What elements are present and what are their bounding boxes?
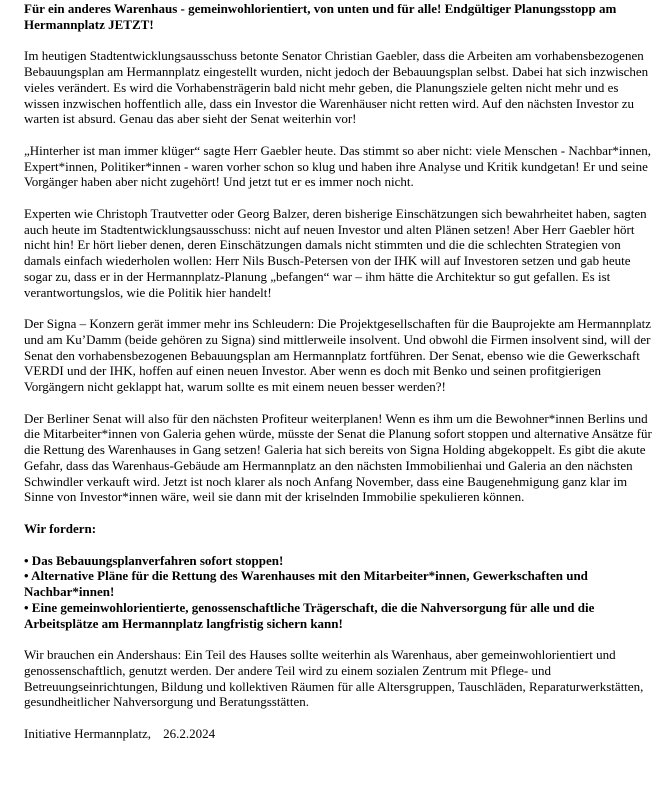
signature-date: 26.2.2024 (163, 726, 216, 742)
demands-list (24, 553, 656, 632)
demand-item: • Alternative Pläne für die Rettung des Warenhauses mit den Mitarbeiter*innen, Gewerkschaften und Nachbar*innen! (24, 568, 588, 600)
demand-item: • Das Bebauungsplanverfahren sofort stoppen! (24, 552, 284, 568)
press-release (24, 0, 656, 742)
document-title: Für ein anderes Warenhaus - gemeinwohlorientiert, von unten und für alle! Endgültiger Planungsstopp am Hermannplatz JETZT! (24, 1, 617, 32)
paragraph-2: „Hinterher ist man immer klüger“ sagte Herr Gaebler heute. Das stimmt so aber nicht: viele Menschen - Nachbar*innen, Expert*innen, Politiker*innen - waren vorher schon so klug und haben ihre Analyse und Kritik kundgetan! Er und seine Vorgänger haben aber nicht zugehört! Und jetzt tut er es immer noch nicht. (24, 142, 652, 190)
signature-author: Initiative Hermannplatz, (24, 726, 152, 742)
demands-heading: Wir fordern: (24, 520, 97, 536)
closing-paragraph: Wir brauchen ein Andershaus: Ein Teil des Hauses sollte weiterhin als Warenhaus, aber gemeinwohlorientiert und genossenschaftlich, genutzt werden. Der andere Teil wird zu einem sozialen Zentrum mit Pflege- und Betreuungseinrichtungen, Bildung und kollektiven Räumen für alle Altersgruppen, Tauschläden, Reparaturwerkstätten, gesundheitlicher Nahversorgung und Beratungsstätten. (24, 647, 644, 710)
paragraph-5: Der Berliner Senat will also für den nächsten Profiteur weiterplanen! Wenn es ihm um die Bewohner*innen Berlins und die Mitarbeiter*innen von Galeria gehen würde, müsste der Senat die Planung sofort stoppen und alternative Ansätze für die Rettung des Warenhauses in Gang setzen! Galeria hat sich bereits von Signa Holding abgekoppelt. Es gibt die akute Gefahr, dass das Warenhaus-Gebäude am Hermannplatz an den nächsten Immobilienhai und Galeria an den nächsten Schwindler verkauft wird. Jetzt ist noch klarer als noch Anfang November, dass eine Baugenehmigung ganz klar im Sinne von Investor*innen wäre, weil sie dann mit der kriselnden Immobilie spekulieren können. (24, 410, 652, 505)
demand-item: • Eine gemeinwohlorientierte, genossenschaftliche Trägerschaft, die die Nahversorgung für alle und die Arbeitsplätze am Hermannplatz langfristig sichern kann! (24, 599, 595, 631)
paragraph-4: Der Signa – Konzern gerät immer mehr ins Schleudern: Die Projektgesellschaften für die Bauprojekte am Hermannplatz und am Ku’Damm (beide gehören zu Signa) sind mittlerweile insolvent. Und obwohl die Firmen insolvent sind, will der Senat den vorhabensbezogenen Bebauungsplan am Hermannplatz fortführen. Der Senat, ebenso wie die Gewerkschaft VERDI und der IHK, hoffen auf einen neuen Investor. Aber wenn es doch mit Benko und seinen profitgierigen Vorgängern nicht geklappt hat, warum sollte es mit einem neuen besser werden?! (24, 316, 652, 395)
signature-line (24, 726, 656, 742)
paragraph-3: Experten wie Christoph Trautvetter oder Georg Balzer, deren bisherige Einschätzungen sich bewahrheitet haben, sagten auch heute im Stadtentwicklungsausschuss: nicht auf neuen Investor und alten Plänen setzen! Aber Herr Gaebler hört nicht hin! Er hört lieber denen, deren Einschätzungen damals nicht stimmten und die die schlechten Strategien von damals einfach wiederholen wollen: Herr Nils Busch-Petersen von der IHK will auf Investoren setzen und gab heute sogar zu, dass er in der Hermannplatz-Planung „befangen“ war – ihm hätte die Architektur so gut gefallen. Es ist verantwortungslos, wie die Politik hier handelt! (24, 206, 647, 300)
paragraph-1: Im heutigen Stadtentwicklungsausschuss betonte Senator Christian Gaebler, dass die Arbeiten am vorhabensbezogenen Bebauungsplan am Hermannplatz eingestellt wurden, nicht jedoch der Bebauungsplan selbst. Dabei hat sich inzwischen vieles verändert. Es wird die Vorhabensträgerin bald nicht mehr geben, die Planungsziele gelten nicht mehr und es wissen inzwischen hoffentlich alle, dass ein Investor die Warenhäuser nicht retten wird. Auf den nächsten Investor zu warten ist absurd. Genau das aber sieht der Senat weiterhin vor! (24, 48, 649, 127)
